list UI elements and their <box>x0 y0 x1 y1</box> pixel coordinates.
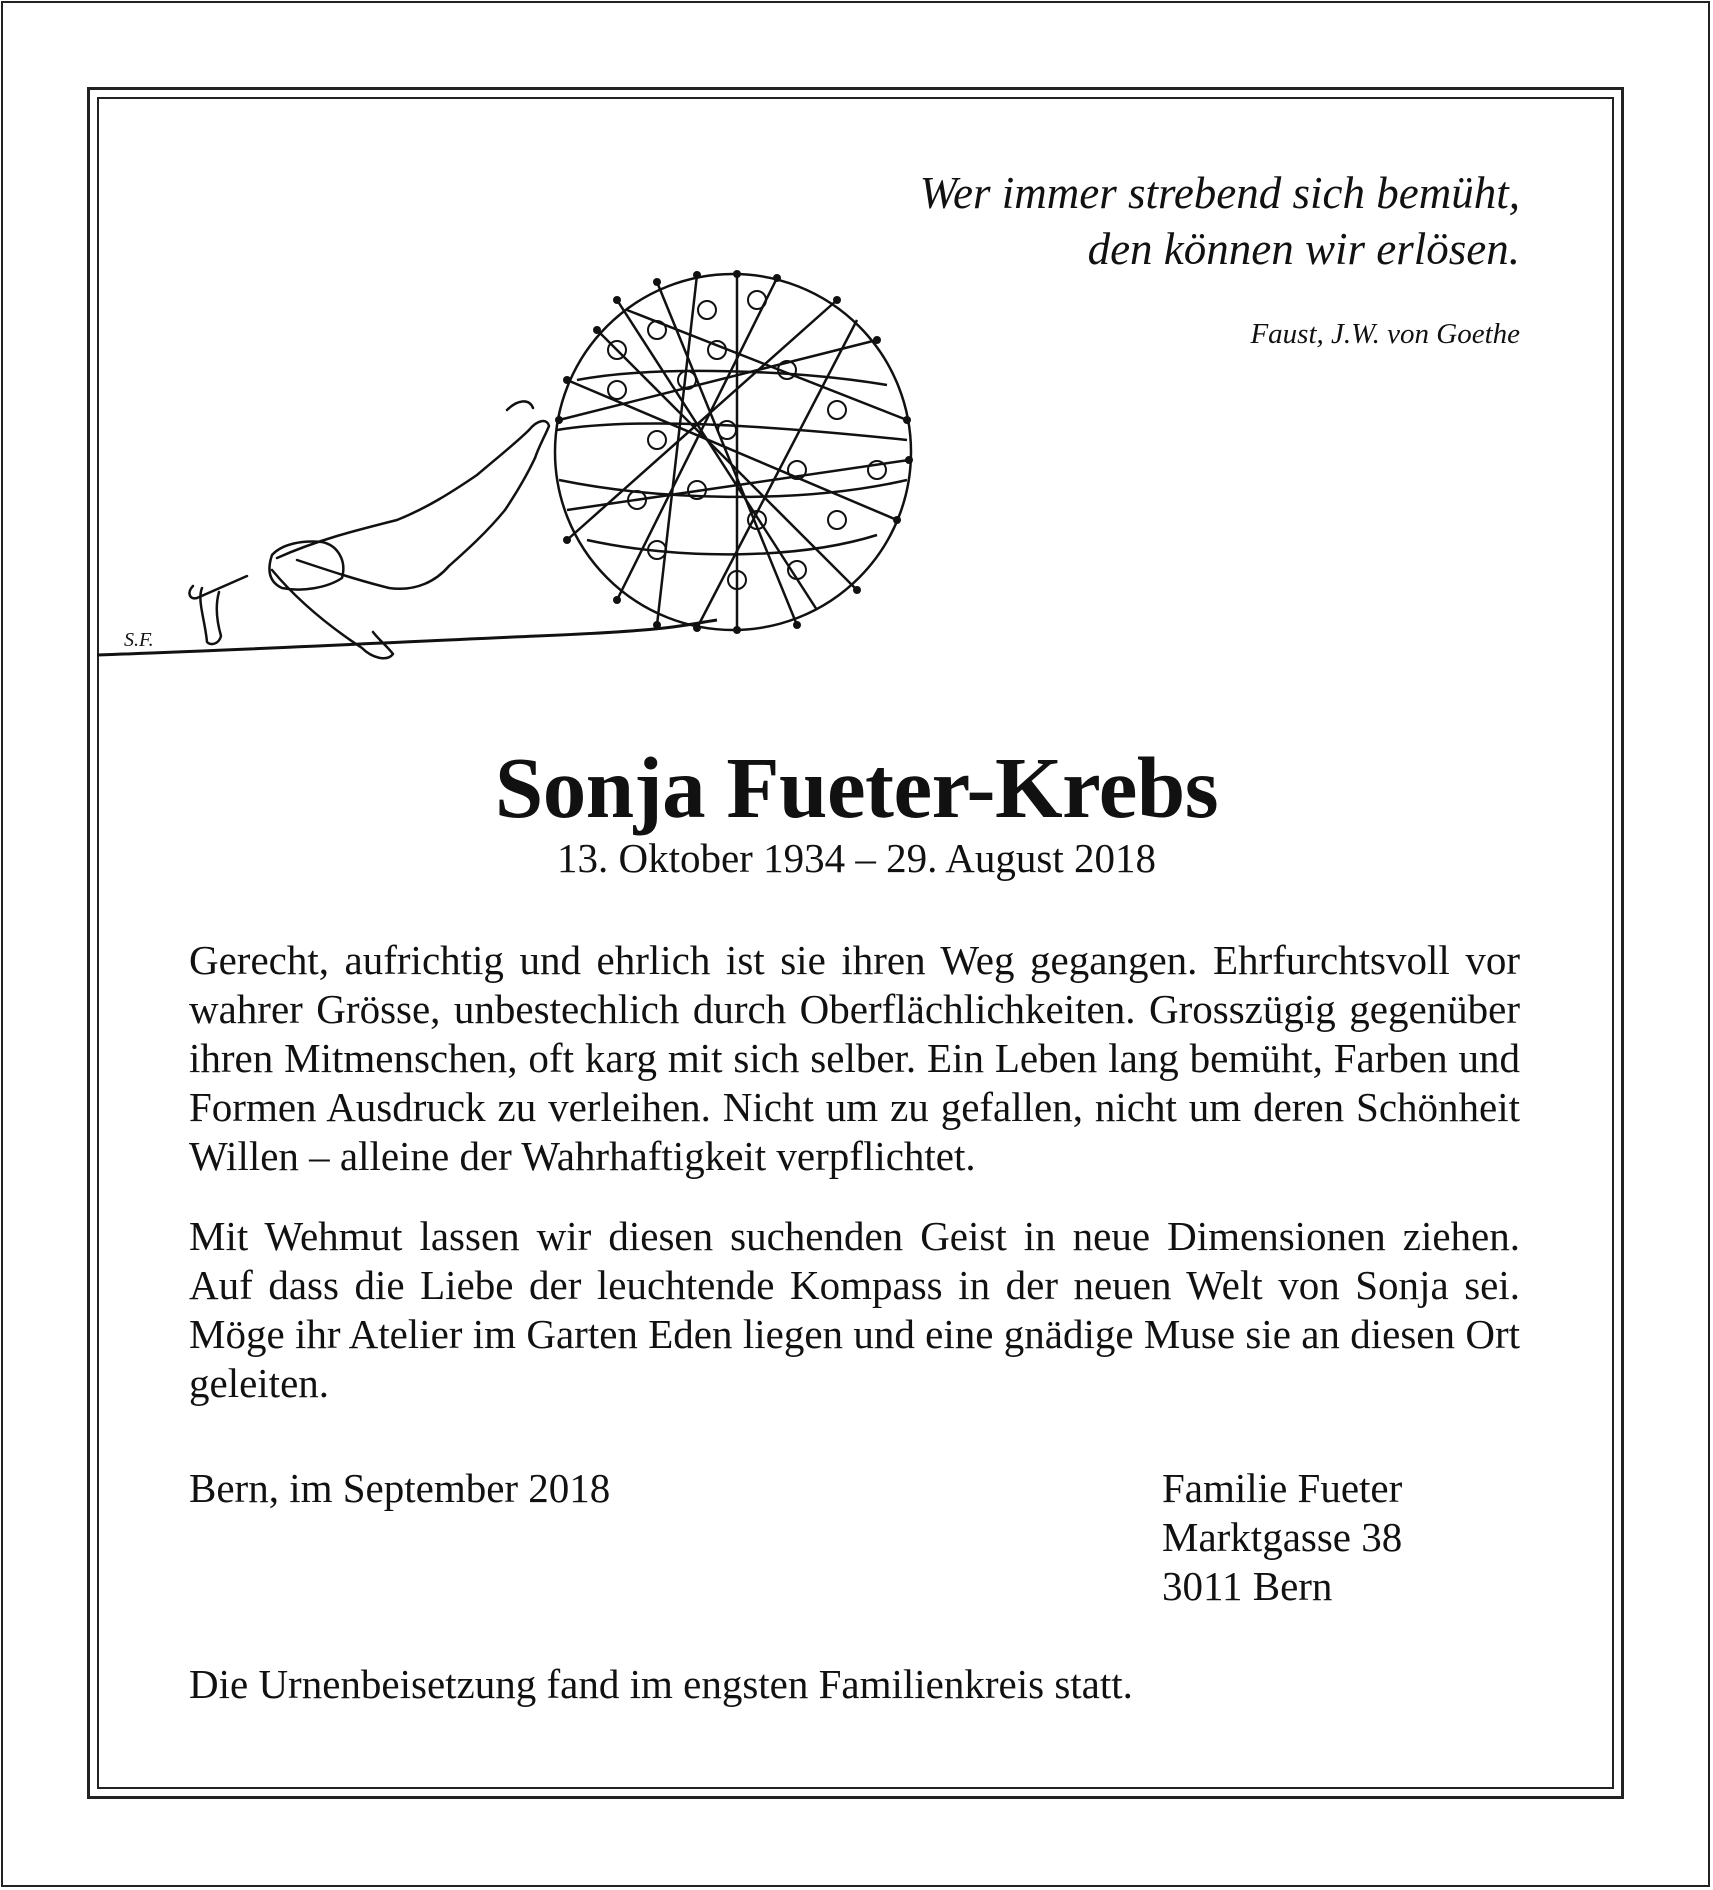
quote-line-1: Wer immer strebend sich bemüht, <box>919 168 1520 218</box>
tribute-paragraph-2: Mit Wehmut lassen wir diesen suchenden Geist in neue Dimensionen ziehen. Auf dass die Liebe der leuchtende Kompass in der neuen Welt von Sonja sei. Möge ihr Atelier im Garten Eden liegen und eine gnädige Muse sie an diesen Ort geleiten. <box>189 1213 1520 1406</box>
ground-line <box>97 620 717 655</box>
sender-name: Familie Fueter <box>1162 1465 1403 1511</box>
closing-note: Die Urnenbeisetzung fand im engsten Familienkreis statt. <box>189 1661 1133 1707</box>
globe-illustration <box>97 270 937 680</box>
life-dates: 13. Oktober 1934 – 29. August 2018 <box>556 835 1157 881</box>
place-date: Bern, im September 2018 <box>189 1465 611 1511</box>
quote <box>920 165 1520 277</box>
sender-city: 3011 Bern <box>1162 1563 1333 1609</box>
deceased-name: Sonja Fueter-Krebs <box>494 739 1219 836</box>
quote-line-2: den können wir erlösen. <box>1087 224 1520 274</box>
sender-street: Marktgasse 38 <box>1162 1514 1403 1560</box>
illustration-initials: S.F. <box>124 629 154 651</box>
quote-source: Faust, J.W. von Goethe <box>1250 318 1520 350</box>
sender-address <box>1162 1464 1402 1611</box>
globe <box>555 274 911 630</box>
pushing-figure <box>190 401 549 658</box>
tribute-paragraph-1: Gerecht, aufrichtig und ehrlich ist sie ihren Weg gegangen. Ehrfurchtsvoll vor wahrer Grösse, unbestechlich durch Oberflächlichkeiten. Grosszügig gegenüber ihren Mitmenschen, oft karg mit sich selber. Ein Leben lang bemüht, Farben und Formen Ausdruck zu verleihen. Nicht um zu gefallen, nicht um deren Schönheit Willen – alleine der Wahrhaftigkeit verpflichtet. <box>189 937 1520 1179</box>
